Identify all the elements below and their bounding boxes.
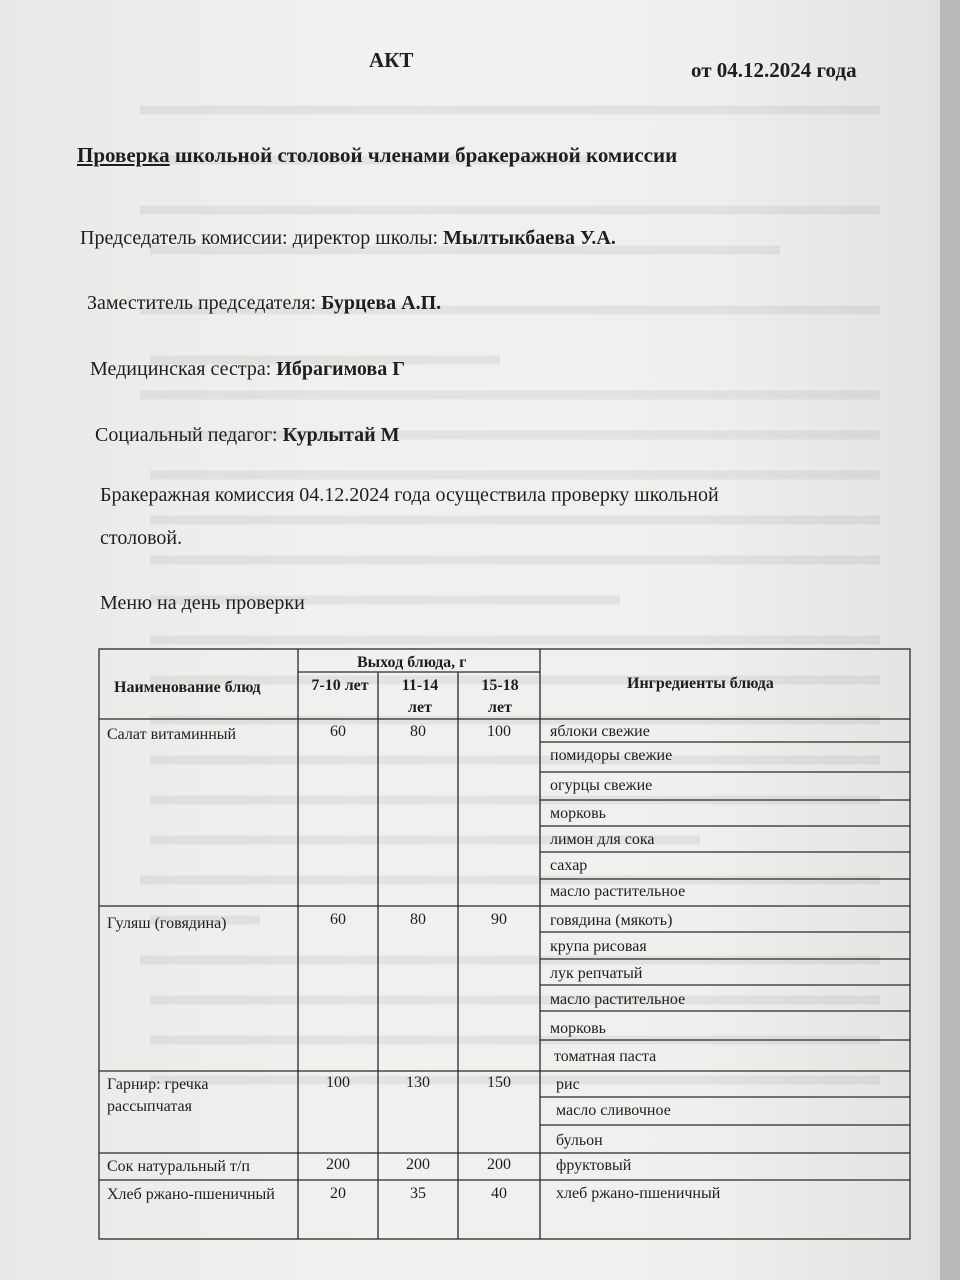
subject-rest: школьной столовой членами бракеражной комиссии xyxy=(169,143,678,167)
portion-15-18: 40 xyxy=(491,1185,507,1202)
ingredient: морковь xyxy=(550,1020,606,1037)
ingredient: томатная паста xyxy=(554,1048,657,1065)
ingredient: рис xyxy=(556,1076,580,1093)
portion-11-14: 80 xyxy=(410,723,426,740)
portion-7-10: 100 xyxy=(326,1074,350,1091)
dish-name: Сок натуральный т/п xyxy=(107,1158,250,1175)
document-subject xyxy=(77,143,677,168)
subject-underlined-word: Проверка xyxy=(77,143,170,167)
header-age-15-18: 15-18 лет xyxy=(481,677,519,716)
ingredient: масло растительное xyxy=(550,883,686,900)
menu-caption: Меню на день проверки xyxy=(100,592,305,614)
deputy-label: Заместитель председателя: xyxy=(87,292,322,314)
document-title: АКТ xyxy=(369,48,414,72)
ingredient: помидоры свежие xyxy=(550,747,673,764)
deputy-name: Бурцева А.П. xyxy=(321,292,442,314)
portion-11-14: 35 xyxy=(410,1185,426,1202)
document-date: от 04.12.2024 года xyxy=(691,58,857,82)
ingredient: фруктовый xyxy=(556,1157,632,1174)
header-output: Выход блюда, г xyxy=(357,654,467,671)
ingredient: лук репчатый xyxy=(550,965,643,982)
ingredient: яблоки свежие xyxy=(550,723,650,740)
dish-name: Хлеб ржано-пшеничный xyxy=(107,1186,275,1203)
header-age-11-14: 11-14 лет xyxy=(401,677,439,716)
portion-15-18: 90 xyxy=(491,911,507,928)
portion-7-10: 20 xyxy=(330,1185,346,1202)
portion-11-14: 80 xyxy=(410,911,426,928)
portion-7-10: 60 xyxy=(330,911,346,928)
pedagog-line xyxy=(95,424,400,447)
ingredient: морковь xyxy=(550,805,606,822)
ingredient: хлеб ржано-пшеничный xyxy=(556,1185,721,1202)
ingredient: говядина (мякоть) xyxy=(550,912,673,929)
intro-line-2: столовой. xyxy=(100,527,183,549)
portion-7-10: 60 xyxy=(330,723,346,740)
chair-line xyxy=(80,227,616,250)
portion-15-18: 200 xyxy=(487,1156,511,1173)
ingredient: крупа рисовая xyxy=(550,938,647,955)
portion-11-14: 200 xyxy=(406,1156,430,1173)
portion-15-18: 100 xyxy=(487,723,511,740)
page-edge-shadow xyxy=(940,0,960,1280)
ingredient: сахар xyxy=(550,857,588,874)
ingredient: масло сливочное xyxy=(556,1102,671,1119)
ingredient: огурцы свежие xyxy=(550,777,653,794)
ingredient: лимон для сока xyxy=(550,831,655,848)
nurse-label: Медицинская сестра: xyxy=(90,358,277,380)
portion-15-18: 150 xyxy=(487,1074,511,1091)
deputy-line xyxy=(87,292,441,315)
chair-label: Председатель комиссии: директор школы: xyxy=(80,227,444,249)
nurse-line xyxy=(90,358,405,381)
header-age-7-10: 7-10 лет xyxy=(311,677,369,694)
portion-7-10: 200 xyxy=(326,1156,350,1173)
pedagog-name: Курлытай М xyxy=(282,424,400,446)
menu-table xyxy=(98,648,911,1240)
chair-name: Мылтыкбаева У.А. xyxy=(443,227,616,249)
intro-line-1: Бракеражная комиссия 04.12.2024 года осуществила проверку школьной xyxy=(100,484,719,506)
pedagog-label: Социальный педагог: xyxy=(95,424,283,446)
ingredient: бульон xyxy=(556,1132,603,1149)
dish-name: Салат витаминный xyxy=(107,726,237,743)
header-ingredients: Ингредиенты блюда xyxy=(627,675,774,692)
header-dish-name: Наименование блюд xyxy=(114,679,261,696)
portion-11-14: 130 xyxy=(406,1074,430,1091)
ingredient: масло растительное xyxy=(550,991,686,1008)
dish-name: Гуляш (говядина) xyxy=(107,915,227,932)
nurse-name: Ибрагимова Г xyxy=(276,358,405,380)
dish-name: Гарнир: гречка рассыпчатая xyxy=(107,1076,209,1115)
